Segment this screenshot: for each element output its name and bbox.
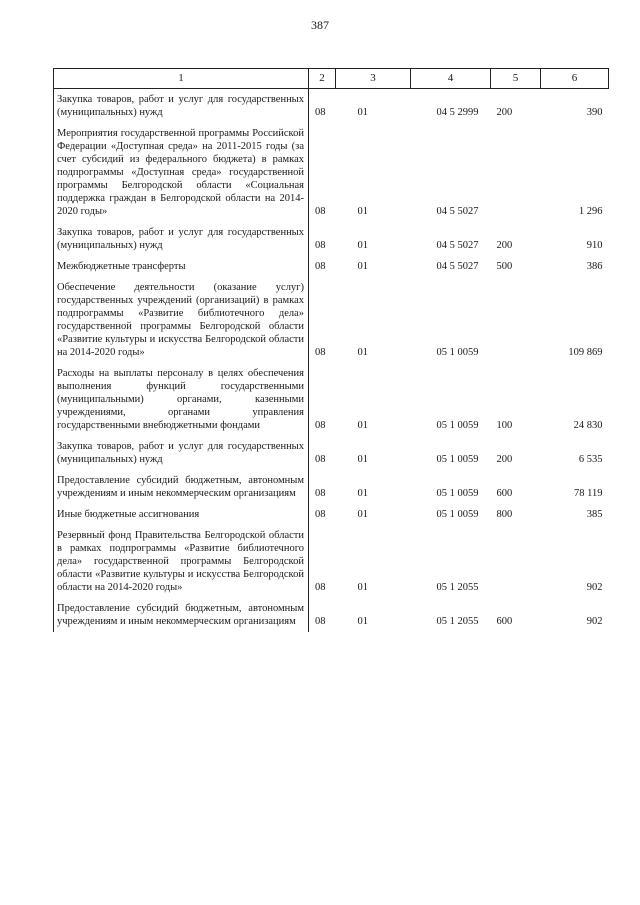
row-section: 08 <box>315 509 326 520</box>
table-row <box>54 598 609 632</box>
row-name: Обеспечение деятельности (оказание услуг) государственных учреждений (организаций) в рамках подпрограммы «Развитие библиотечного дела» государственной программы Белгородской области «Развитие культуры и искусства Белгородской области на 2014-2020 годы» <box>54 277 309 363</box>
budget-table <box>53 68 609 632</box>
row-amount: 910 <box>586 240 603 251</box>
row-expense-type: 200 <box>496 240 513 251</box>
row-expense-type: 200 <box>496 107 513 118</box>
row-amount: 6 535 <box>578 454 603 465</box>
row-name: Предоставление субсидий бюджетным, автономным учреждениям и иным некоммерческим организациям <box>54 470 309 504</box>
header-col-3: 3 <box>336 69 411 89</box>
row-subsection: 01 <box>357 240 368 251</box>
row-expense-type: 600 <box>496 616 513 627</box>
row-amount: 78 119 <box>574 488 603 499</box>
row-expense-type <box>491 123 541 222</box>
row-section: 08 <box>315 616 326 627</box>
row-expense-type: 500 <box>496 261 513 272</box>
page-number: 387 <box>311 18 329 32</box>
row-section: 08 <box>315 240 326 251</box>
row-expense-type <box>491 525 541 598</box>
header-row <box>54 69 609 89</box>
header-col-1: 1 <box>54 69 309 89</box>
table-row <box>54 525 609 598</box>
row-section: 08 <box>315 107 326 118</box>
row-section: 08 <box>315 261 326 272</box>
row-subsection: 01 <box>357 488 368 499</box>
row-target-article: 05 1 0059 <box>436 509 479 520</box>
table-row <box>54 123 609 222</box>
row-target-article: 05 1 0059 <box>436 420 479 431</box>
row-target-article: 04 5 5027 <box>436 206 479 217</box>
row-target-article: 05 1 2055 <box>436 582 479 593</box>
row-name: Резервный фонд Правительства Белгородской области в рамках подпрограммы «Развитие библиотечного дела» государственной программы Белгородской области «Развитие культуры и искусства Белгородской области на 2014-2020 годы» <box>54 525 309 598</box>
row-expense-type: 600 <box>496 488 513 499</box>
row-amount: 385 <box>586 509 603 520</box>
row-amount: 902 <box>586 582 603 593</box>
row-section: 08 <box>315 347 326 358</box>
header-col-6: 6 <box>541 69 609 89</box>
row-name: Иные бюджетные ассигнования <box>54 504 309 525</box>
row-subsection: 01 <box>357 616 368 627</box>
row-section: 08 <box>315 488 326 499</box>
table-row <box>54 436 609 470</box>
row-section: 08 <box>315 454 326 465</box>
row-subsection: 01 <box>357 454 368 465</box>
row-section: 08 <box>315 420 326 431</box>
row-subsection: 01 <box>357 509 368 520</box>
row-subsection: 01 <box>357 582 368 593</box>
row-subsection: 01 <box>357 206 368 217</box>
table-row <box>54 504 609 525</box>
row-amount: 390 <box>586 107 603 118</box>
row-target-article: 05 1 0059 <box>436 488 479 499</box>
row-name: Закупка товаров, работ и услуг для государственных (муниципальных) нужд <box>54 222 309 256</box>
row-expense-type: 800 <box>496 509 513 520</box>
table-row <box>54 277 609 363</box>
row-name: Мероприятия государственной программы Российской Федерации «Доступная среда» на 2011-2015 годы (за счет субсидий из федерального бюджета) в рамках подпрограммы «Доступная среда» государственной программы Белгородской области «Социальная поддержка граждан в Белгородской области на 2014-2020 годы» <box>54 123 309 222</box>
row-subsection: 01 <box>357 107 368 118</box>
row-name: Предоставление субсидий бюджетным, автономным учреждениям и иным некоммерческим организациям <box>54 598 309 632</box>
row-amount: 1 296 <box>578 206 603 217</box>
row-section: 08 <box>315 206 326 217</box>
row-target-article: 04 5 5027 <box>436 261 479 272</box>
row-expense-type <box>491 277 541 363</box>
row-section: 08 <box>315 582 326 593</box>
row-amount: 109 869 <box>568 347 603 358</box>
header-col-5: 5 <box>491 69 541 89</box>
table-row <box>54 89 609 124</box>
row-subsection: 01 <box>357 347 368 358</box>
row-name: Расходы на выплаты персоналу в целях обеспечения выполнения функций государственными (муниципальными) органами, казенными учреждениями, органами управления государственными внебюджетными фондами <box>54 363 309 436</box>
table-row <box>54 470 609 504</box>
row-amount: 386 <box>586 261 603 272</box>
row-target-article: 05 1 0059 <box>436 454 479 465</box>
row-target-article: 05 1 2055 <box>436 616 479 627</box>
row-expense-type: 100 <box>496 420 513 431</box>
header-col-4: 4 <box>411 69 491 89</box>
row-amount: 24 830 <box>573 420 603 431</box>
row-target-article: 04 5 5027 <box>436 240 479 251</box>
row-name: Закупка товаров, работ и услуг для государственных (муниципальных) нужд <box>54 436 309 470</box>
table-row <box>54 256 609 277</box>
row-subsection: 01 <box>357 261 368 272</box>
header-col-2: 2 <box>309 69 336 89</box>
row-expense-type: 200 <box>496 454 513 465</box>
row-target-article: 05 1 0059 <box>436 347 479 358</box>
row-name: Закупка товаров, работ и услуг для государственных (муниципальных) нужд <box>54 89 309 124</box>
row-subsection: 01 <box>357 420 368 431</box>
table-row <box>54 363 609 436</box>
row-target-article: 04 5 2999 <box>436 107 479 118</box>
row-name: Межбюджетные трансферты <box>54 256 309 277</box>
row-amount: 902 <box>586 616 603 627</box>
table-row <box>54 222 609 256</box>
